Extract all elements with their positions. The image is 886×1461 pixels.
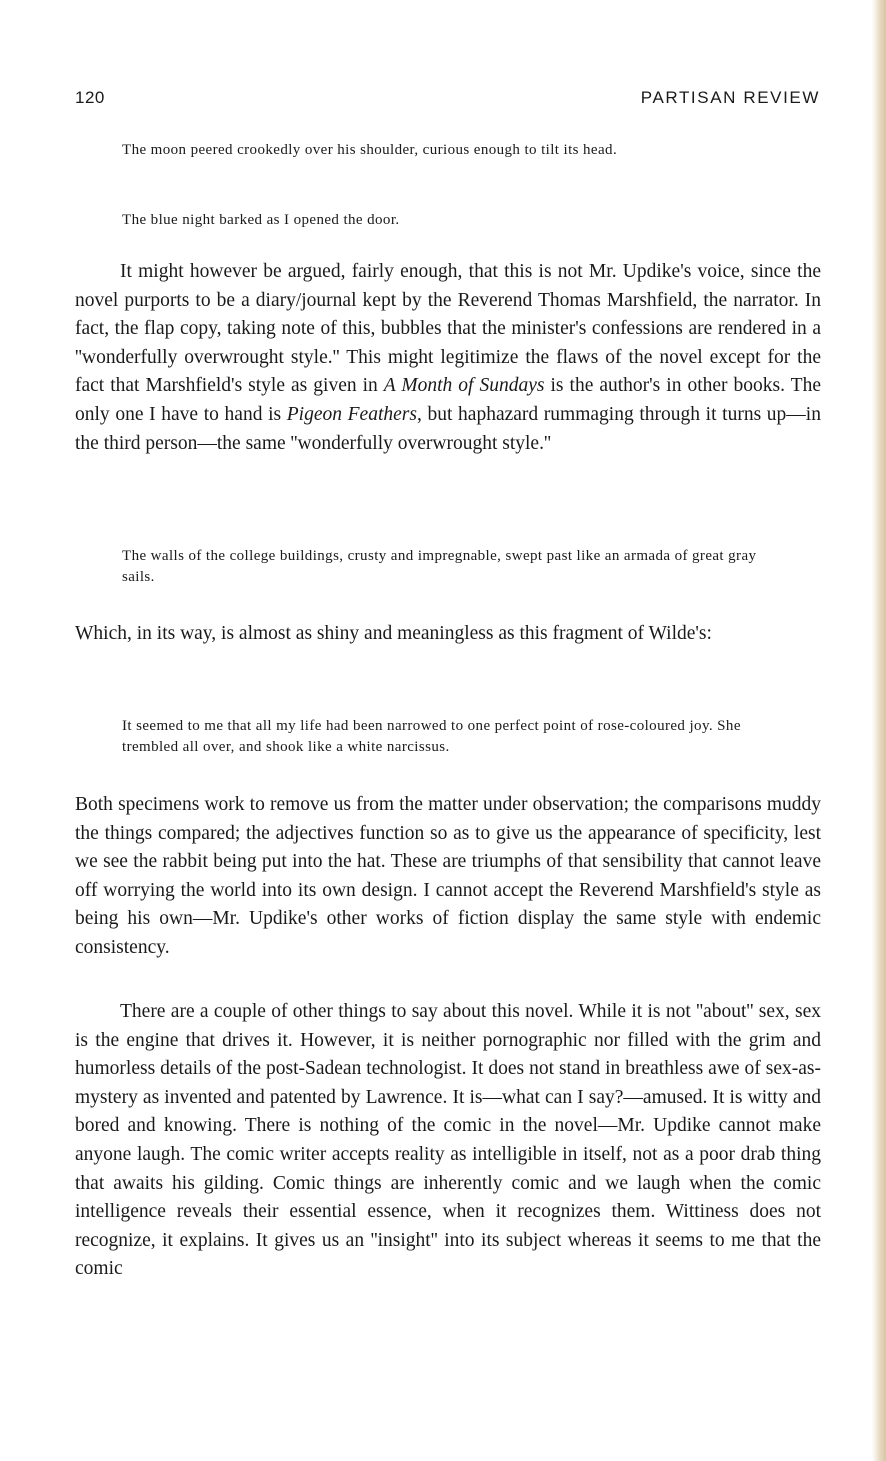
paragraph-voice <box>75 258 821 458</box>
paragraph-text: , but haphazard rummaging through it turns up—in the third person—the same ''wonderfully overwrought style.'' <box>75 403 821 454</box>
page-header <box>75 88 820 114</box>
running-head: PARTISAN REVIEW <box>640 88 820 107</box>
quote-wilde: It seemed to me that all my life had been narrowed to one perfect point of rose-coloured joy. She trembled all over, and shook like a white narcissus. <box>122 718 741 755</box>
paragraph-wilde-intro: Which, in its way, is almost as shiny and meaningless as this fragment of Wilde's: <box>75 623 712 644</box>
quote-night: The blue night barked as I opened the door. <box>122 212 400 228</box>
paragraph-text: It might however be argued, fairly enough, that this is not Mr. Updike's voice, since the novel purports to be a diary/journal kept by the Reverend Thomas Marshfield, the narrator. In fact, the flap copy, taking note of this, bubbles that the minister's confessions are rendered in a ''wonderfully overwrought style.'' This might legitimize the flaws of the novel except for the fact that Marshfield's style as given in <box>75 261 821 397</box>
book-title: Pigeon Feathers <box>286 403 417 425</box>
page-number: 120 <box>75 88 105 107</box>
paragraph-comic: There are a couple of other things to say about this novel. While it is not ''about'' sex, sex is the engine that drives it. However, it is neither pornographic nor filled with the grim and humorless details of the post-Sadean technologist. It does not stand in breathless awe of sex-as-mystery as invented and patented by Lawrence. It is—what can I say?—amused. It is witty and bored and knowing. There is nothing of the comic in the novel—Mr. Updike cannot make anyone laugh. The comic writer accepts reality as intelligible in itself, not as a poor drab thing that awaits his gilding. Comic things are inherently comic and we laugh when the comic intelligence reveals their essential essence, when it recognizes them. Wittiness does not recognize, it explains. It gives us an ''insight'' into its subject whereas it seems to me that the comic <box>75 1001 821 1280</box>
quote-moon: The moon peered crookedly over his shoulder, curious enough to tilt its head. <box>122 142 618 158</box>
paragraph-text: is the author's in other books. The only one I have to hand is <box>75 375 821 425</box>
paragraph-specimens: Both specimens work to remove us from the matter under observation; the comparisons muddy the things compared; the adjectives function so as to give us the appearance of specificity, lest we see the rabbit being put into the hat. These are triumphs of that sensibility that cannot leave off worrying the world into its own design. I cannot accept the Reverend Marshfield's style as being his own—Mr. Updike's other works of fiction display the same style with endemic consistency. <box>75 794 821 958</box>
page-edge-shadow <box>872 0 886 1461</box>
quote-college: The walls of the college buildings, crusty and impregnable, swept past like an armada of great gray sails. <box>122 548 757 585</box>
book-title: A Month of Sundays <box>383 375 545 397</box>
